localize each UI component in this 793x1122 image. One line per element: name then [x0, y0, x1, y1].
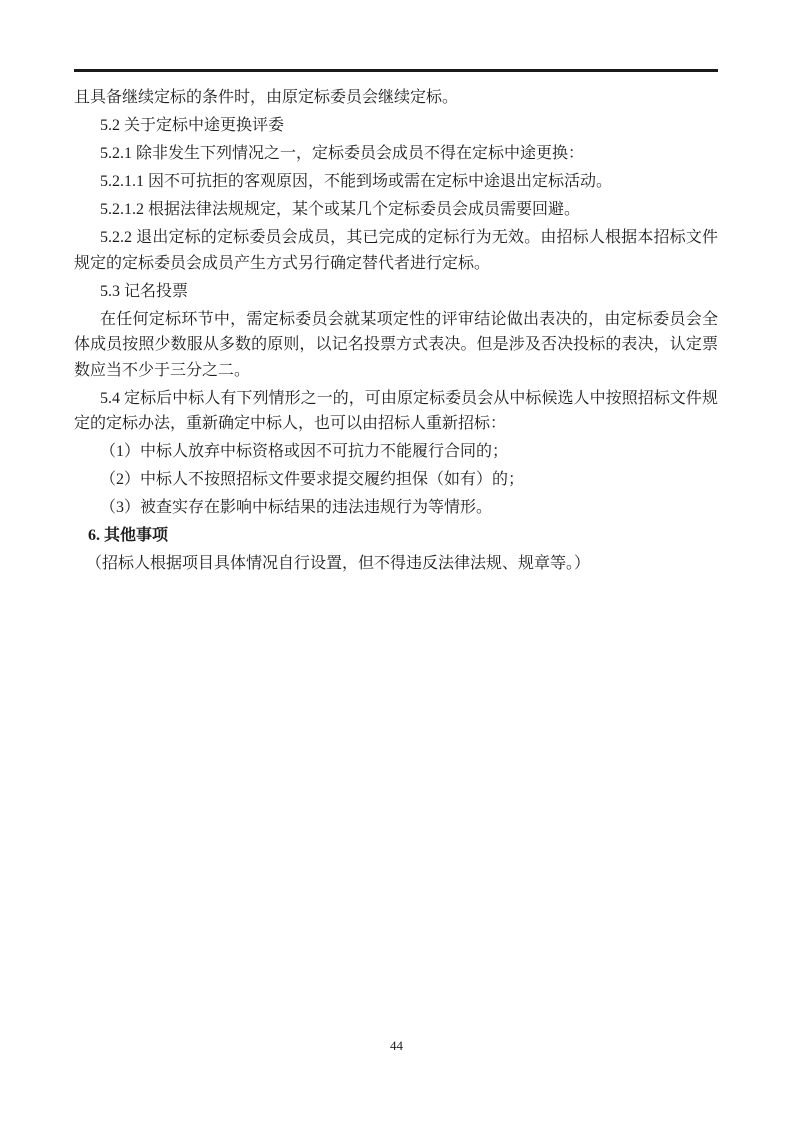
paragraph: 5.2.1 除非发生下列情况之一，定标委员会成员不得在定标中途更换：: [100, 145, 585, 162]
paragraph: 5.3 记名投票: [100, 282, 189, 300]
paragraph: （招标人根据项目具体情况自行设置，但不得违反法律法规、规章等。）: [86, 555, 591, 572]
paragraph: 5.4 定标后中标人有下列情形之一的，可由原定标委员会从中标候选人中按照招标文件规定的定标办法，重新确定中标人，也可以由招标人重新招标：: [74, 389, 718, 432]
paragraph: （3）被查实存在影响中标结果的违法违规行为等情形。: [100, 499, 493, 516]
paragraph: （1）中标人放弃中标资格或因不可抗力不能履行合同的；: [100, 443, 509, 460]
page-number: 44: [390, 1038, 403, 1053]
section-heading: 6. 其他事项: [88, 527, 169, 544]
paragraph: 5.2.2 退出定标的定标委员会成员，其已完成的定标行为无效。由招标人根据本招标文件规定的定标委员会成员产生方式另行确定替代者进行定标。: [74, 229, 718, 272]
paragraph: 在任何定标环节中，需定标委员会就某项定性的评审结论做出表决的，由定标委员会全体成员按照少数服从多数的原则，以记名投票方式表决。但是涉及否决投标的表决，认定票数应当不少于三分之二。: [74, 310, 718, 379]
header-rule: [74, 69, 718, 72]
paragraph: 且具备继续定标的条件时，由原定标委员会继续定标。: [74, 89, 459, 106]
paragraph: 5.2.1.1 因不可抗拒的客观原因，不能到场或需在定标中途退出定标活动。: [100, 173, 613, 190]
paragraph: 5.2.1.2 根据法律法规规定，某个或某几个定标委员会成员需要回避。: [100, 201, 581, 218]
paragraph: （2）中标人不按照招标文件要求提交履约担保（如有）的；: [100, 471, 525, 488]
document-body: [74, 85, 718, 579]
paragraph: 5.2 关于定标中途更换评委: [100, 117, 285, 134]
